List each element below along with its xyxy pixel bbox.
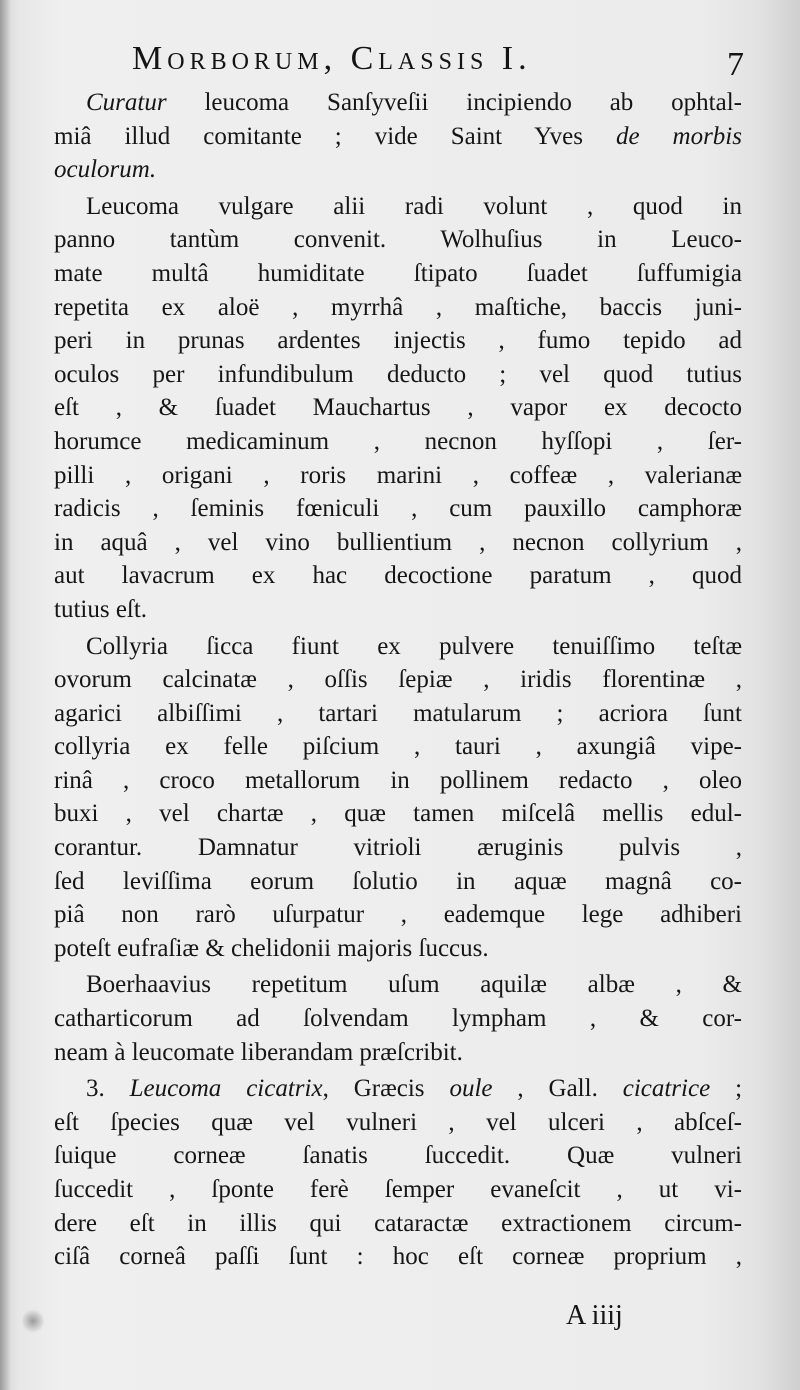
text-line: eſt , & ſuadet Mauchartus , vapor ex decocto: [54, 394, 742, 422]
running-head: Morborum, Classis I.: [132, 40, 532, 77]
text-fragment: ;: [710, 1075, 743, 1103]
text-line: buxi , vel chartæ , quæ tamen miſcelâ mellis edul-: [54, 800, 742, 828]
text-line: radicis , ſeminis fœniculi , cum pauxillo camphoræ: [54, 495, 742, 523]
text-line: aut lavacrum ex hac decoctione paratum , quod: [54, 562, 742, 590]
text-line: collyria ex felle piſcium , tauri , axungiâ vipe-: [54, 733, 742, 761]
text-line: oculorum.: [54, 156, 157, 184]
text-line: catharticorum ad ſolvendam lympham , & cor-: [54, 1005, 742, 1033]
text-line: ovorum calcinatæ , oſſis ſepiæ , iridis florentinæ ,: [54, 666, 742, 694]
text-line: rinâ , croco metallorum in pollinem redacto , oleo: [54, 766, 742, 794]
text-fragment-italic: de morbis: [615, 122, 742, 150]
text-fragment-italic: Leucoma cicatrix: [129, 1075, 323, 1103]
page-gutter-shadow: [0, 0, 10, 1390]
text-line: horumce medicaminum , necnon hyſſopi , ſer-: [54, 427, 742, 455]
text-fragment: miâ illud comitante ; vide Saint Yves: [54, 122, 616, 150]
text-line: oculos per infundibulum deducto ; vel quod tutius: [54, 360, 742, 388]
text-fragment: leucoma Sanſyveſii incipiendo ab ophtal-: [166, 89, 742, 116]
text-line: [54, 1072, 742, 1106]
text-fragment: , Græcis: [322, 1075, 450, 1103]
text-line: mate multâ humiditate ſtipato ſuadet ſuffumigia: [54, 259, 742, 287]
text-line: in aquâ , vel vino bullientium , necnon collyrium ,: [54, 528, 742, 556]
page-number: 7: [727, 46, 744, 83]
text-line: Collyria ſicca fiunt ex pulvere tenuiſſimo teſtæ: [86, 632, 742, 660]
text-line: ciſâ corneâ paſſi ſunt : hoc eſt corneæ proprium ,: [54, 1243, 742, 1271]
text-line: repetita ex aloë , myrrhâ , maſtiche, baccis juni-: [54, 293, 742, 321]
signature-mark: A iiij: [566, 1300, 623, 1331]
text-line: ſuique corneæ ſanatis ſuccedit. Quæ vulneri: [54, 1142, 742, 1170]
text-fragment-italic: oule: [449, 1075, 493, 1103]
text-line: pilli , origani , roris marini , coffeæ , valerianæ: [54, 461, 742, 489]
text-fragment-italic: Curatur: [86, 89, 167, 116]
text-line: peri in prunas ardentes injectis , fumo tepido ad: [54, 327, 742, 355]
text-line: piâ non rarò uſurpatur , eademque lege adhiberi: [54, 901, 742, 929]
text-fragment: 3.: [86, 1075, 130, 1103]
text-line: Leucoma vulgare alii radi volunt , quod in: [86, 192, 742, 220]
text-line: ſed leviſſima eorum ſolutio in aquæ magnâ co-: [54, 867, 742, 895]
text-line: Boerhaavius repetitum uſum aquilæ albæ , &: [86, 971, 742, 999]
text-line: agarici albiſſimi , tartari matularum ; acriora ſunt: [54, 699, 742, 727]
text-line: [54, 86, 742, 120]
page-header: [132, 40, 752, 90]
text-line: eſt ſpecies quæ vel vulneri , vel ulceri , abſceſ-: [54, 1108, 742, 1136]
text-line: tutius eſt.: [54, 595, 148, 623]
text-fragment-italic: cicatrice: [622, 1075, 711, 1103]
text-line: [54, 120, 742, 154]
ink-smudge: [22, 1308, 44, 1334]
text-fragment: , Gall.: [492, 1075, 623, 1103]
body-text: [54, 86, 742, 1274]
text-line: ſuccedit , ſponte ferè ſemper evaneſcit , ut vi-: [54, 1176, 742, 1203]
text-line: dere eſt in illis qui cataractæ extractionem circum-: [54, 1209, 742, 1237]
text-line: corantur. Damnatur vitrioli æruginis pulvis ,: [54, 834, 742, 862]
text-line: panno tantùm convenit. Wolhuſius in Leuco-: [54, 226, 742, 254]
text-line: neam à leucomate liberandam præſcribit.: [54, 1038, 463, 1066]
text-line: poteſt eufraſiæ & chelidonii majoris ſuccus.: [54, 934, 489, 962]
